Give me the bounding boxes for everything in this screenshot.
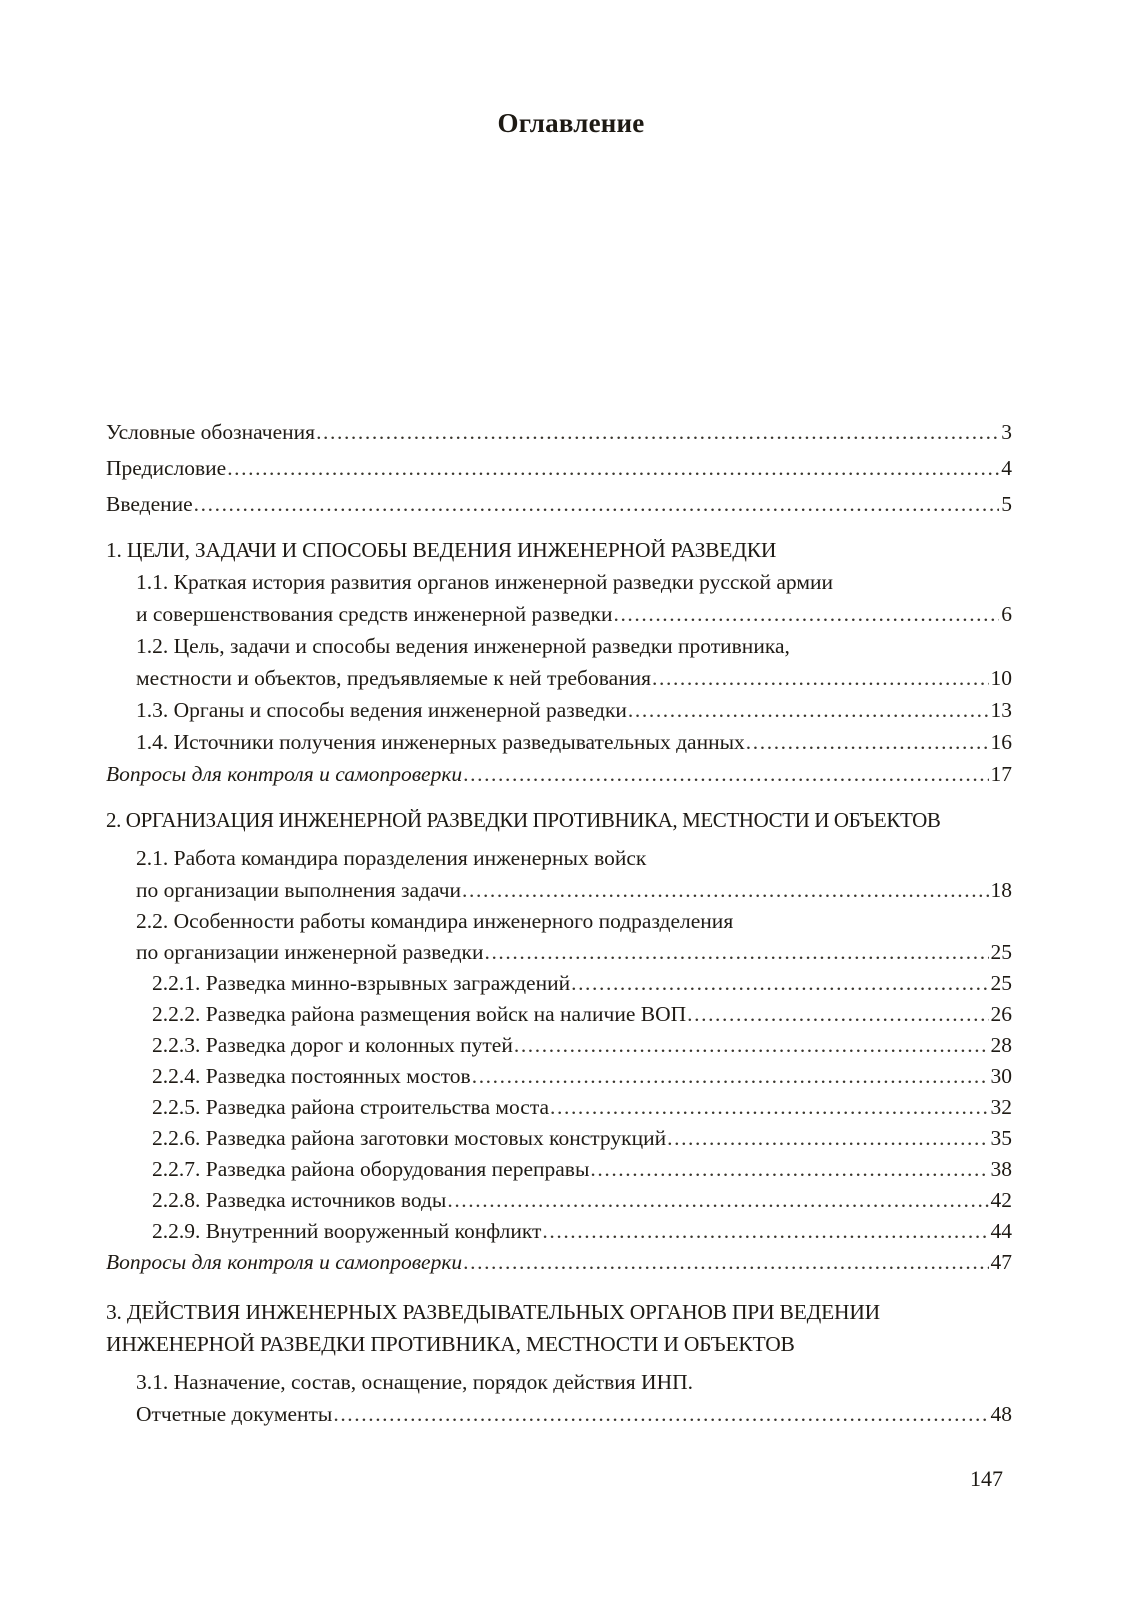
toc-entry-2-2-5[interactable] bbox=[152, 1091, 1012, 1123]
toc-entry-label: 2.2.6. Разведка района заготовки мостовых конструкций bbox=[152, 1122, 667, 1154]
toc-entry-2-1-line1[interactable]: 2.1. Работа командира поразделения инженерных войск bbox=[136, 846, 647, 870]
toc-entry-label: Условные обозначения bbox=[106, 416, 316, 448]
toc-entry-label: 2.2.9. Внутренний вооруженный конфликт bbox=[152, 1215, 542, 1247]
toc-entry-page: 28 bbox=[990, 1033, 1012, 1057]
dot-leader bbox=[590, 1153, 988, 1185]
toc-entry-1-1[interactable] bbox=[136, 598, 1012, 630]
dot-leader bbox=[652, 662, 988, 694]
dot-leader bbox=[667, 1122, 988, 1154]
toc-entry-page: 18 bbox=[990, 878, 1012, 902]
toc-entry-2-2-line1[interactable]: 2.2. Особенности работы командира инженерного подразделения bbox=[136, 909, 734, 933]
toc-entry-1-4[interactable] bbox=[136, 726, 1012, 758]
toc-entry-page: 17 bbox=[990, 762, 1012, 786]
page-number: 147 bbox=[970, 1466, 1003, 1491]
toc-entry-page: 32 bbox=[990, 1095, 1012, 1119]
toc-entry-page: 42 bbox=[990, 1188, 1012, 1212]
toc-entry-2-2-7[interactable] bbox=[152, 1153, 1012, 1185]
dot-leader bbox=[227, 452, 999, 484]
toc-entry-page: 44 bbox=[990, 1219, 1012, 1243]
toc-entry-label: по организации инженерной разведки bbox=[136, 936, 484, 968]
toc-entry-2-2-4[interactable] bbox=[152, 1060, 1012, 1092]
toc-entry-preface[interactable] bbox=[106, 452, 1012, 484]
toc-entry-page: 25 bbox=[990, 940, 1012, 964]
toc-entry-page: 30 bbox=[990, 1064, 1012, 1088]
toc-entry-page: 13 bbox=[990, 698, 1012, 722]
toc-entry-label: 2.2.1. Разведка минно-взрывных заграждений bbox=[152, 967, 571, 999]
dot-leader bbox=[472, 1060, 989, 1092]
dot-leader bbox=[613, 598, 999, 630]
toc-entry-page: 26 bbox=[990, 1002, 1012, 1026]
toc-entry-label: Введение bbox=[106, 488, 194, 520]
dot-leader bbox=[550, 1091, 988, 1123]
toc-entry-3-1-line1[interactable]: 3.1. Назначение, состав, оснащение, порядок действия ИНП. bbox=[136, 1370, 693, 1394]
toc-entry-label: местности и объектов, предъявляемые к ней требования bbox=[136, 662, 652, 694]
toc-entry-3-1[interactable] bbox=[136, 1398, 1012, 1430]
dot-leader bbox=[463, 758, 988, 790]
dot-leader bbox=[462, 874, 988, 906]
toc-entry-questions-2[interactable] bbox=[106, 1246, 1012, 1278]
toc-entry-label: 2.2.2. Разведка района размещения войск на наличие ВОП bbox=[152, 998, 687, 1030]
toc-entry-page: 4 bbox=[1001, 456, 1012, 480]
dot-leader bbox=[571, 967, 988, 999]
toc-entry-label: 2.2.4. Разведка постоянных мостов bbox=[152, 1060, 472, 1092]
toc-entry-page: 35 bbox=[990, 1126, 1012, 1150]
toc-entry-page: 3 bbox=[1001, 420, 1012, 444]
dot-leader bbox=[316, 416, 999, 448]
toc-entry-label: Отчетные документы bbox=[136, 1398, 333, 1430]
dot-leader bbox=[687, 998, 988, 1030]
toc-entry-2-2[interactable] bbox=[136, 936, 1012, 968]
toc-entry-1-3[interactable] bbox=[136, 694, 1012, 726]
toc-entry-page: 6 bbox=[1001, 602, 1012, 626]
toc-entry-label: по организации выполнения задачи bbox=[136, 874, 462, 906]
toc-entry-2-2-1[interactable] bbox=[152, 967, 1012, 999]
toc-entry-label: и совершенствования средств инженерной разведки bbox=[136, 598, 613, 630]
toc-entry-2-2-8[interactable] bbox=[152, 1184, 1012, 1216]
toc-entry-label: 1.3. Органы и способы ведения инженерной разведки bbox=[136, 694, 628, 726]
toc-entry-1-1-line1[interactable]: 1.1. Краткая история развития органов инженерной разведки русской армии bbox=[136, 570, 833, 594]
toc-entry-page: 5 bbox=[1001, 492, 1012, 516]
toc-entry-label: 2.2.7. Разведка района оборудования переправы bbox=[152, 1153, 590, 1185]
toc-entry-label: Вопросы для контроля и самопроверки bbox=[106, 1246, 463, 1278]
toc-entry-2-2-6[interactable] bbox=[152, 1122, 1012, 1154]
toc-entry-1-2[interactable] bbox=[136, 662, 1012, 694]
toc-entry-2-2-3[interactable] bbox=[152, 1029, 1012, 1061]
dot-leader bbox=[746, 726, 989, 758]
toc-entry-page: 48 bbox=[990, 1402, 1012, 1426]
toc-entry-page: 47 bbox=[990, 1250, 1012, 1274]
toc-entry-2-1[interactable] bbox=[136, 874, 1012, 906]
toc-entry-page: 25 bbox=[990, 971, 1012, 995]
toc-entry-page: 38 bbox=[990, 1157, 1012, 1181]
toc-entry-label: 2.2.8. Разведка источников воды bbox=[152, 1184, 447, 1216]
toc-entry-label: 2.2.3. Разведка дорог и колонных путей bbox=[152, 1029, 514, 1061]
dot-leader bbox=[194, 488, 1000, 520]
toc-entry-introduction[interactable] bbox=[106, 488, 1012, 520]
toc-chapter-3-heading-line2[interactable]: ИНЖЕНЕРНОЙ РАЗВЕДКИ ПРОТИВНИКА, МЕСТНОСТИ И ОБЪЕКТОВ bbox=[106, 1332, 795, 1356]
toc-chapter-2-heading[interactable]: 2. ОРГАНИЗАЦИЯ ИНЖЕНЕРНОЙ РАЗВЕДКИ ПРОТИВНИКА, МЕСТНОСТИ И ОБЪЕКТОВ bbox=[106, 808, 941, 832]
toc-entry-symbols[interactable] bbox=[106, 416, 1012, 448]
toc-entry-questions-1[interactable] bbox=[106, 758, 1012, 790]
toc-entry-page: 16 bbox=[990, 730, 1012, 754]
dot-leader bbox=[463, 1246, 988, 1278]
toc-entry-label: 2.2.5. Разведка района строительства моста bbox=[152, 1091, 550, 1123]
toc-entry-label: 1.4. Источники получения инженерных разведывательных данных bbox=[136, 726, 746, 758]
toc-entry-2-2-2[interactable] bbox=[152, 998, 1012, 1030]
dot-leader bbox=[514, 1029, 989, 1061]
dot-leader bbox=[333, 1398, 988, 1430]
dot-leader bbox=[447, 1184, 988, 1216]
toc-entry-label: Предисловие bbox=[106, 452, 227, 484]
toc-chapter-3-heading-line1[interactable]: 3. ДЕЙСТВИЯ ИНЖЕНЕРНЫХ РАЗВЕДЫВАТЕЛЬНЫХ ОРГАНОВ ПРИ ВЕДЕНИИ bbox=[106, 1300, 880, 1324]
dot-leader bbox=[628, 694, 989, 726]
toc-entry-2-2-9[interactable] bbox=[152, 1215, 1012, 1247]
toc-chapter-1-heading[interactable]: 1. ЦЕЛИ, ЗАДАЧИ И СПОСОБЫ ВЕДЕНИЯ ИНЖЕНЕРНОЙ РАЗВЕДКИ bbox=[106, 538, 777, 562]
dot-leader bbox=[542, 1215, 988, 1247]
page-title: Оглавление bbox=[497, 108, 645, 138]
toc-entry-label: Вопросы для контроля и самопроверки bbox=[106, 758, 463, 790]
toc-entry-page: 10 bbox=[990, 666, 1012, 690]
toc-entry-1-2-line1[interactable]: 1.2. Цель, задачи и способы ведения инженерной разведки противника, bbox=[136, 634, 790, 658]
dot-leader bbox=[484, 936, 988, 968]
